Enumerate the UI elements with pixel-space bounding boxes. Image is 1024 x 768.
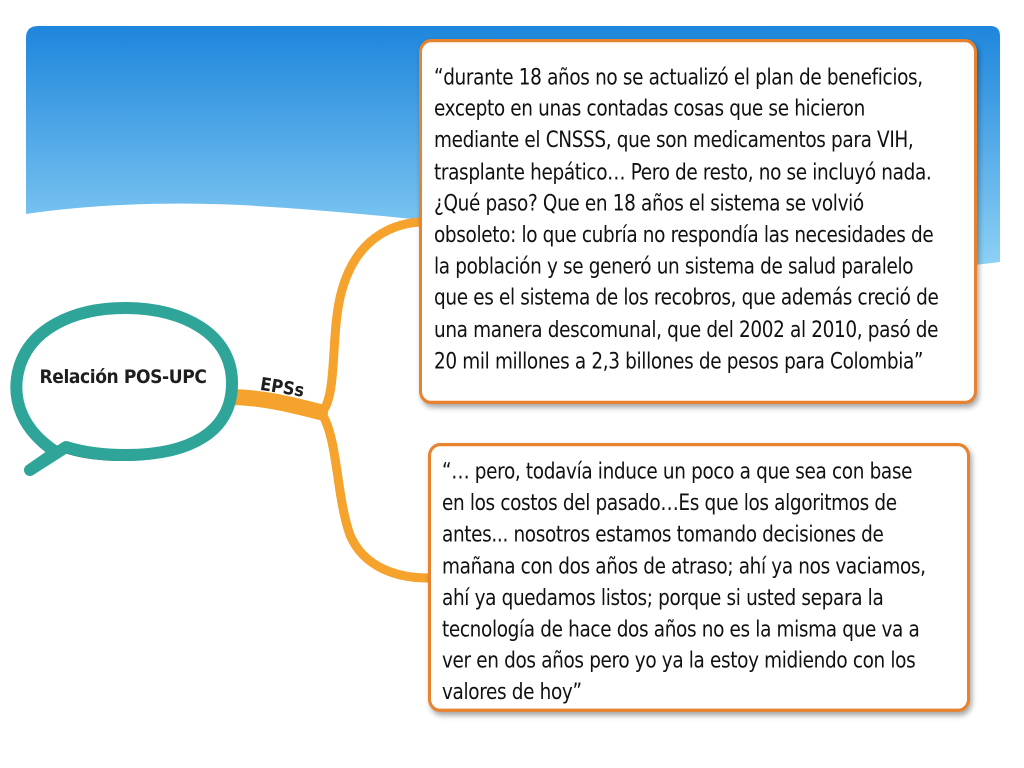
quote-line: una manera descomunal, que del 2002 al 2010, pasó de [434, 316, 939, 343]
quote-line: ver en dos años pero yo ya la estoy midiendo con los [442, 647, 916, 674]
branch-label: EPSs [258, 374, 306, 402]
quote-line: “… pero, todavía induce un poco a que sea con base [442, 458, 913, 485]
quote-line: mediante el CNSSS, que son medicamentos para VIH, [434, 126, 914, 153]
quote-line: trasplante hepático… Pero de resto, no se incluyó nada. [434, 158, 932, 185]
quote-line: excepto en unas contadas cosas que se hicieron [434, 95, 865, 122]
central-node-label: Relación POS-UPC [39, 366, 207, 388]
quote-line: valores de hoy” [442, 678, 582, 705]
quote-box-bottom [428, 443, 970, 712]
quote-line: obsoleto: lo que cubría no respondía las necesidades de [434, 221, 934, 248]
quote-line: mañana con dos años de atraso; ahí ya nos vaciamos, [442, 552, 926, 579]
quote-line: la población y se generó un sistema de salud paralelo [434, 253, 914, 279]
quote-line: antes... nosotros estamos tomando decisiones de [442, 521, 884, 548]
quote-line: ¿Qué paso? Que en 18 años el sistema se volvió [434, 189, 864, 216]
quote-line: ahí ya quedamos listos; porque si usted separa la [442, 584, 884, 611]
quote-box-top [419, 39, 977, 404]
quote-line: tecnología de hace dos años no es la misma que va a [442, 615, 920, 642]
quote-line: en los costos del pasado…Es que los algoritmos de [442, 489, 897, 516]
quote-line: que es el sistema de los recobros, que además creció de [434, 284, 939, 311]
quote-line: “durante 18 años no se actualizó el plan de beneficios, [434, 63, 923, 90]
quote-line: 20 mil millones a 2,3 billones de pesos para Colombia” [434, 347, 924, 374]
